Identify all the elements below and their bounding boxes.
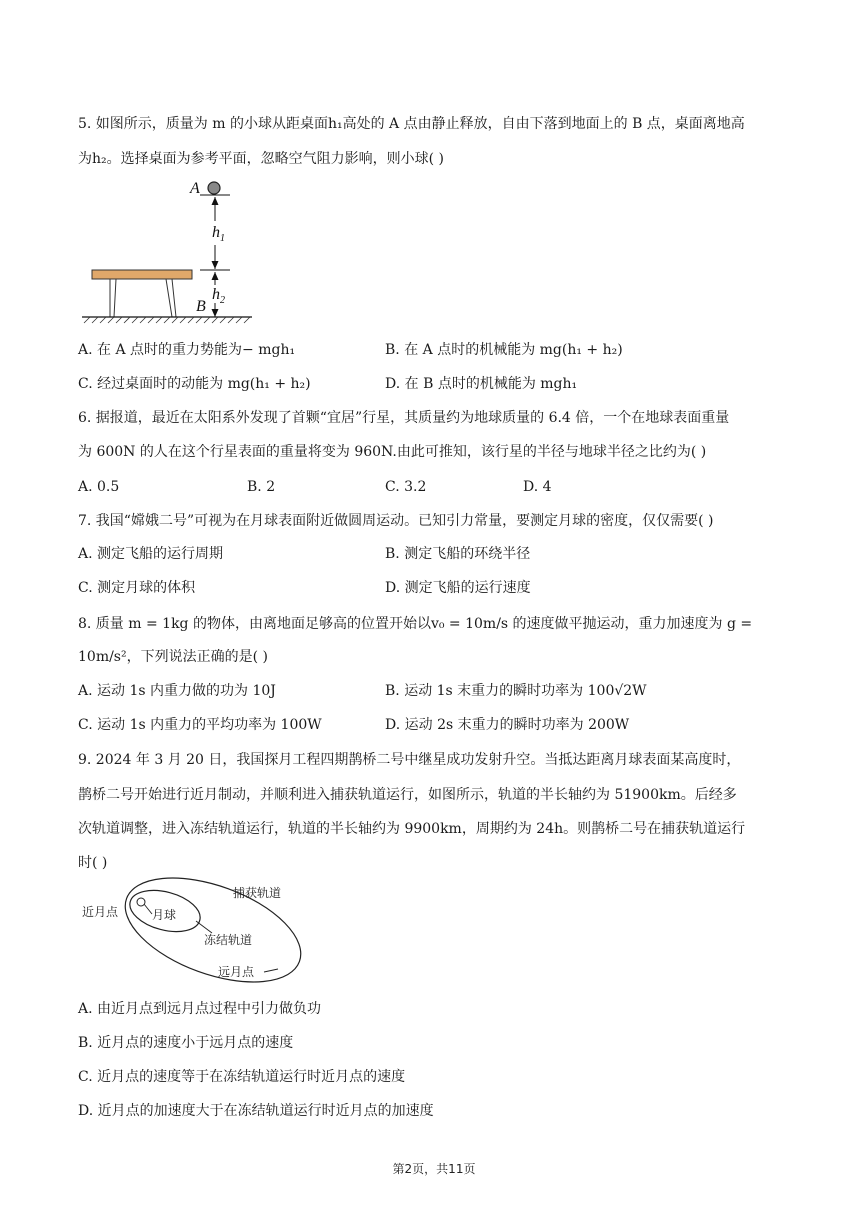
q6-option-b: B. 2 xyxy=(247,479,276,495)
label-frozen-orbit: 冻结轨道 xyxy=(204,933,253,947)
q7-option-c: C. 测定月球的体积 xyxy=(78,580,196,596)
q8-stem-line-2: 10m/s²，下列说法正确的是( ) xyxy=(78,649,268,665)
q5-figure-ball-table xyxy=(78,175,258,325)
q5-stem-line-1: 5. 如图所示，质量为 m 的小球从距桌面h₁高处的 A 点由静止释放，自由下落到地面上的 B 点，桌面离地高 xyxy=(78,116,745,132)
label-a: A xyxy=(190,180,200,197)
label-b: B xyxy=(196,298,206,315)
page-footer: 第2页，共11页 xyxy=(392,1162,476,1176)
label-capture-orbit: 捕获轨道 xyxy=(233,886,282,900)
q5-option-c: C. 经过桌面时的动能为 mg(h₁ + h₂) xyxy=(78,376,311,392)
q9-stem-line-2: 鹊桥二号开始进行近月制动，并顺利进入捕获轨道运行，如图所示，轨道的半长轴约为 51900km。后经多 xyxy=(78,787,737,803)
q5-option-a: A. 在 A 点时的重力势能为− mgh₁ xyxy=(78,342,296,358)
q8-option-b: B. 运动 1s 末重力的瞬时功率为 100√2W xyxy=(385,683,647,699)
label-perilune: 近月点 xyxy=(82,905,119,919)
q6-option-c: C. 3.2 xyxy=(385,479,427,495)
q8-option-d: D. 运动 2s 末重力的瞬时功率为 200W xyxy=(385,717,630,733)
q6-stem-line-1: 6. 据报道，最近在太阳系外发现了首颗“宜居”行星，其质量约为地球质量的 6.4 倍，一个在地球表面重量 xyxy=(78,410,730,426)
q5-option-b: B. 在 A 点时的机械能为 mg(h₁ + h₂) xyxy=(385,342,623,358)
q6-option-d: D. 4 xyxy=(523,479,552,495)
moon-icon xyxy=(137,898,145,906)
label-apolune: 远月点 xyxy=(218,965,255,979)
q9-option-a: A. 由近月点到远月点过程中引力做负功 xyxy=(78,1001,322,1017)
label-h1: $h_1$ xyxy=(212,224,225,244)
q9-figure-lunar-orbits xyxy=(78,875,318,990)
q8-stem-line-1: 8. 质量 m = 1kg 的物体，由离地面足够高的位置开始以v₀ = 10m/s 的速度做平抛运动，重力加速度为 g = xyxy=(78,616,753,632)
q7-option-b: B. 测定飞船的环绕半径 xyxy=(385,546,531,562)
q7-stem-line-1: 7. 我国“嫦娥二号”可视为在月球表面附近做圆周运动。已知引力常量，要测定月球的密度，仅仅需要( ) xyxy=(78,513,714,529)
q8-option-a: A. 运动 1s 内重力做的功为 10J xyxy=(78,683,276,699)
q6-option-a: A. 0.5 xyxy=(78,479,120,495)
q9-option-d: D. 近月点的加速度大于在冻结轨道运行时近月点的加速度 xyxy=(78,1103,434,1119)
label-moon: 月球 xyxy=(152,908,177,922)
q9-option-c: C. 近月点的速度等于在冻结轨道运行时近月点的速度 xyxy=(78,1069,406,1085)
q8-option-c: C. 运动 1s 内重力的平均功率为 100W xyxy=(78,717,322,733)
q9-option-b: B. 近月点的速度小于远月点的速度 xyxy=(78,1035,294,1051)
q9-stem-line-4: 时( ) xyxy=(78,855,108,871)
ball-icon xyxy=(208,182,220,194)
q6-stem-line-2: 为 600N 的人在这个行星表面的重量将变为 960N.由此可推知，该行星的半径与地球半径之比约为( ) xyxy=(78,444,707,460)
q5-option-d: D. 在 B 点时的机械能为 mgh₁ xyxy=(385,376,578,392)
label-h2: $h_2$ xyxy=(212,286,225,306)
q7-option-a: A. 测定飞船的运行周期 xyxy=(78,546,224,562)
table-top xyxy=(92,270,192,279)
q9-stem-line-1: 9. 2024 年 3 月 20 日，我国探月工程四期鹊桥二号中继星成功发射升空。当抵达距离月球表面某高度时， xyxy=(78,752,741,768)
q9-stem-line-3: 次轨道调整，进入冻结轨道运行，轨道的半长轴约为 9900km，周期约为 24h。则鹊桥二号在捕获轨道运行 xyxy=(78,821,746,837)
q7-option-d: D. 测定飞船的运行速度 xyxy=(385,580,531,596)
q5-stem-line-2: 为h₂。选择桌面为参考平面，忽略空气阻力影响，则小球( ) xyxy=(78,151,445,167)
